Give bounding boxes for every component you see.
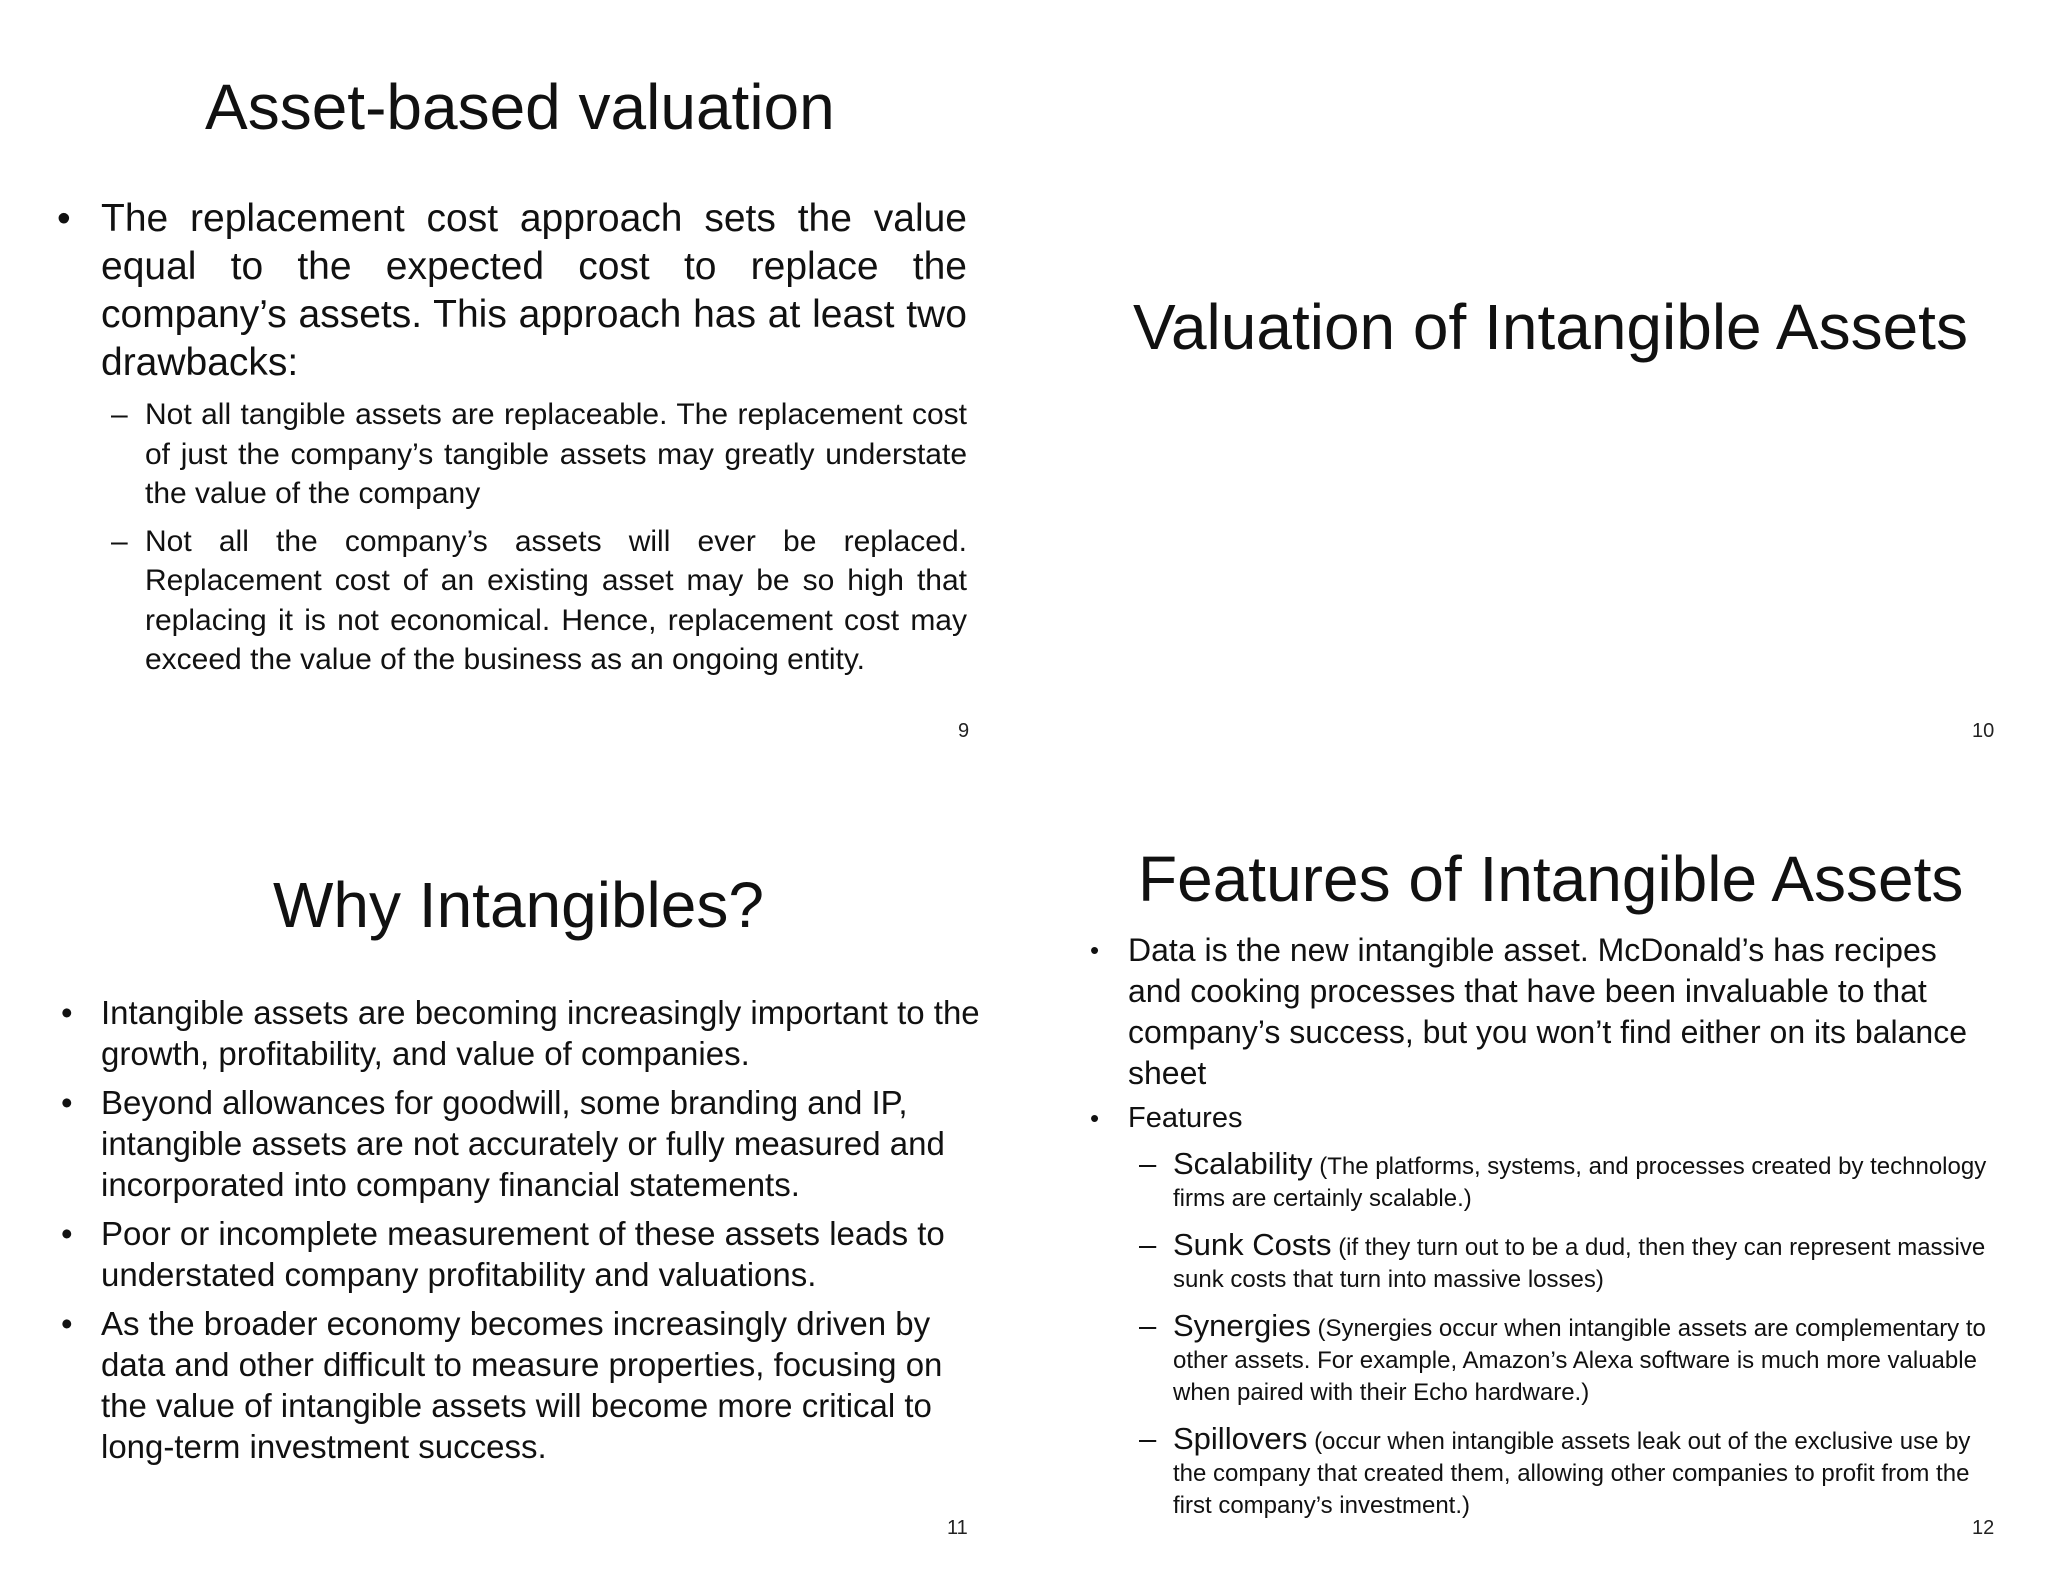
feature-name: Synergies — [1173, 1308, 1311, 1343]
page-number: 9 — [958, 720, 970, 742]
feature-description: (The platforms, systems, and processes created by technology firms are certainly scalable.) — [1173, 1153, 1987, 1212]
bullet-text: Intangible assets are becoming increasingly important to the growth, profitability, and value of companies. — [101, 994, 980, 1072]
bullet-list — [57, 195, 967, 688]
bullet-item — [1090, 930, 1988, 1094]
page-number: 12 — [1972, 1517, 1995, 1539]
bullet-text: Data is the new intangible asset. McDonald’s has recipes and cooking processes that have been invaluable to that company’s success, but you won’t find either on its balance sheet — [1128, 932, 1967, 1091]
bullet-text: The replacement cost approach sets the value equal to the expected cost to replace the company’s assets. This approach has at least two drawbacks: — [101, 197, 967, 384]
page-number: 10 — [1972, 720, 1995, 742]
dash-marker: – — [111, 524, 128, 558]
bullet-item — [61, 1213, 981, 1295]
feature-name: Scalability — [1173, 1146, 1313, 1181]
feature-item — [1139, 1146, 1988, 1215]
sub-bullet-text: Not all the company’s assets will ever be replaced. Replacement cost of an existing asset may be so high that replacing it is not economical. Hence, replacement cost may exceed the value of the business as an ongoing entity. — [145, 524, 967, 676]
bullet-item — [61, 1082, 981, 1205]
slide-title: Why Intangibles? — [273, 869, 764, 941]
bullet-marker: • — [61, 1215, 73, 1252]
dash-marker: – — [111, 398, 128, 431]
feature-list — [1128, 1148, 1988, 1522]
feature-description: (Synergies occur when intangible assets are complementary to other assets. For example, Amazon’s Alexa software is much more valuable when paired with their Echo hardware.) — [1173, 1315, 1986, 1406]
feature-name: Spillovers — [1173, 1421, 1308, 1456]
bullet-list — [1090, 930, 1988, 1536]
page-number: 11 — [947, 1517, 968, 1539]
bullet-marker: • — [57, 197, 71, 240]
dash-marker: – — [1139, 1227, 1157, 1262]
sub-bullet-item — [111, 395, 967, 514]
bullet-marker: • — [61, 994, 73, 1031]
feature-item — [1139, 1308, 1988, 1409]
dash-marker: – — [1139, 1308, 1157, 1343]
feature-item — [1139, 1421, 1988, 1522]
feature-description: (occur when intangible assets leak out of the exclusive use by the company that created them, allowing other companies to profit from the first company’s investment.) — [1173, 1428, 1971, 1519]
bullet-text: Beyond allowances for goodwill, some branding and IP, intangible assets are not accurately or fully measured and incorporated into company financial statements. — [101, 1084, 945, 1203]
bullet-marker: • — [1090, 935, 1100, 965]
dash-marker: – — [1139, 1421, 1157, 1456]
feature-description: (if they turn out to be a dud, then they can represent massive sunk costs that turn into massive losses) — [1173, 1234, 1986, 1293]
slide-title: Valuation of Intangible Assets — [1133, 291, 1968, 363]
bullet-marker: • — [61, 1084, 73, 1121]
bullet-item — [61, 1303, 981, 1467]
bullet-text: Poor or incomplete measurement of these assets leads to understated company profitability and valuations. — [101, 1215, 945, 1293]
sub-bullet-item — [111, 522, 967, 680]
bullet-text: Features — [1128, 1102, 1243, 1134]
bullet-marker: • — [61, 1305, 73, 1342]
bullet-item — [61, 992, 981, 1074]
bullet-text: As the broader economy becomes increasingly driven by data and other difficult to measure properties, focusing on the value of intangible assets will become more critical to long-term investment success. — [101, 1305, 943, 1465]
slide-title: Asset-based valuation — [205, 71, 835, 143]
slide-title: Features of Intangible Assets — [1138, 843, 1964, 915]
bullet-marker: • — [1090, 1103, 1100, 1133]
sub-bullet-list — [101, 395, 967, 680]
feature-name: Sunk Costs — [1173, 1227, 1332, 1262]
bullet-list — [61, 992, 981, 1475]
sub-bullet-text: Not all tangible assets are replaceable. The replacement cost of just the company’s tangible assets may greatly understate the value of the company — [145, 398, 967, 510]
feature-item — [1139, 1227, 1988, 1296]
bullet-item — [57, 195, 967, 680]
dash-marker: – — [1139, 1146, 1157, 1181]
bullet-item — [1090, 1098, 1988, 1522]
